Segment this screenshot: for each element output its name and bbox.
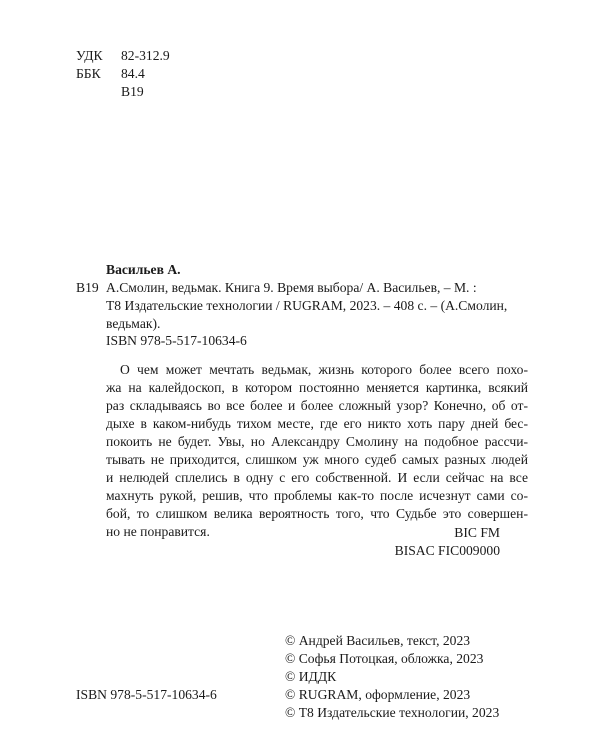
annotation-line: жа на калейдоскоп, в котором постоянно меняется картинка, всякий: [106, 380, 528, 395]
bic-code: BIC FM: [454, 525, 500, 540]
copyright-line: © Софья Потоцкая, обложка, 2023: [285, 651, 484, 666]
footer-isbn: ISBN 978-5-517-10634-6: [76, 687, 217, 702]
bib-line: Т8 Издательские технологии / RUGRAM, 2023. – 408 с. – (А.Смолин,: [106, 298, 508, 313]
bib-line: ведьмак).: [106, 316, 161, 331]
annotation-line: раз складываясь во все более и более сложный узор? Конечно, об от-: [106, 398, 528, 413]
annotation-line: но не понравится.: [106, 524, 210, 539]
bisac-code: BISAC FIC009000: [394, 543, 500, 558]
classification-block: [76, 47, 170, 101]
author-mark-code: В19: [76, 280, 99, 295]
annotation-line: и нелюдей сплелись в одну с его собственной. И если сейчас на все: [106, 470, 528, 485]
bbk-value: 84.4: [121, 66, 145, 81]
isbn-record: ISBN 978-5-517-10634-6: [106, 333, 247, 348]
annotation-line: дыхе в каком-нибудь тихом месте, где его никто хоть пару дней бес-: [106, 416, 528, 431]
annotation-line: бой, то слишком велика вероятность того, что Судьбе это совершен-: [106, 506, 528, 521]
bbk-row: [76, 65, 170, 83]
copyright-line: © Т8 Издательские технологии, 2023: [285, 705, 500, 720]
annotation-line: тывать не приходится, слишком уж много судеб самых разных людей: [106, 452, 528, 467]
bibliographic-description: [106, 279, 526, 333]
udk-row: [76, 47, 170, 65]
annotation: [106, 361, 528, 541]
udk-value: 82-312.9: [121, 48, 170, 63]
annotation-line: покоить не будет. Увы, но Александру Смолину на подобное рассчи-: [106, 434, 528, 449]
author-mark-row: [76, 83, 170, 101]
copyright-line: © Андрей Васильев, текст, 2023: [285, 633, 471, 648]
annotation-line: махнуть рукой, решив, что проблемы как-то после исчезнут сами со-: [106, 488, 528, 503]
copyright-line: © ИДДК: [285, 669, 337, 684]
bbk-label: ББК: [76, 66, 101, 81]
bib-line: А.Смолин, ведьмак. Книга 9. Время выбора/ А. Васильев, – М. :: [106, 280, 477, 295]
subject-codes: [395, 524, 500, 560]
author-heading: Васильев А.: [106, 262, 181, 277]
copyright-line: © RUGRAM, оформление, 2023: [285, 687, 471, 702]
udk-label: УДК: [76, 48, 103, 63]
copyright-block: [285, 632, 499, 722]
annotation-line: О чем может мечтать ведьмак, жизнь которого более всего похо-: [120, 362, 528, 377]
author-mark-top: В19: [121, 84, 144, 99]
